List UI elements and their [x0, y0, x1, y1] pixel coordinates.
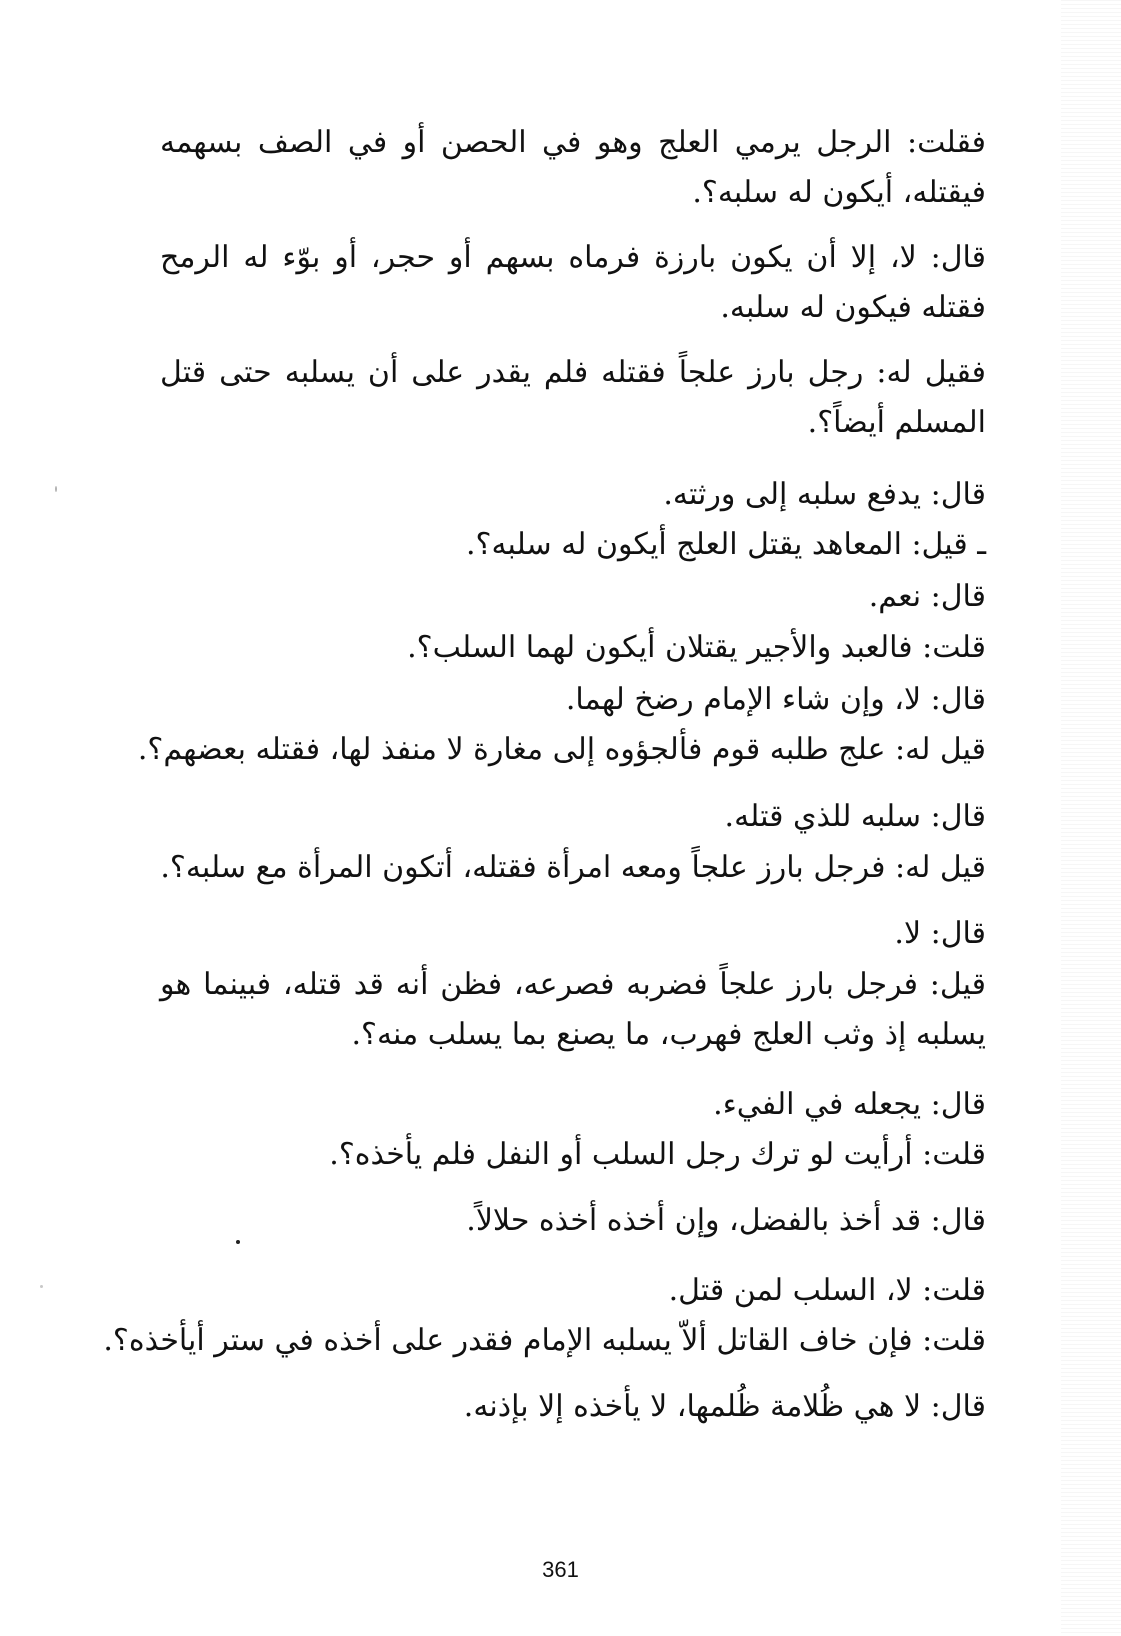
- line-14: قال: يجعله في الفيء.: [713, 1087, 986, 1122]
- line-15: قلت: أرأيت لو ترك رجل السلب أو النفل فلم يأخذه؟.: [329, 1137, 986, 1172]
- ink-speck: [55, 486, 57, 492]
- line-6: قال: نعم.: [868, 579, 986, 614]
- line-4: قال: يدفع سلبه إلى ورثته.: [663, 477, 986, 512]
- line-7: قلت: فالعبد والأجير يقتلان أيكون لهما السلب؟.: [407, 630, 986, 665]
- line-16: قال: قد أخذ بالفضل، وإن أخذه أخذه حلالاً.: [466, 1203, 986, 1238]
- page-number: 361: [542, 1557, 579, 1582]
- line-9: قيل له: علج طلبه قوم فألجؤوه إلى مغارة لا منفذ لها، فقتله بعضهم؟.: [137, 732, 986, 767]
- paragraph-3: فقيل له: رجل بارز علجاً فقتله فلم يقدر على أن يسلبه حتى قتل المسلم أيضاً؟.: [160, 355, 986, 440]
- line-18: قلت: فإن خاف القاتل ألاّ يسلبه الإمام فقدر على أخذه في ستر أيأخذه؟.: [103, 1323, 986, 1358]
- paragraph-13: قيل: فرجل بارز علجاً فضربه فصرعه، فظن أنه قد قتله، فبينما هو يسلبه إذ وثب العلج فهرب، ما يصنع بما يسلب منه؟.: [160, 967, 986, 1052]
- line-17: قلت: لا، السلب لمن قتل.: [668, 1273, 986, 1308]
- paragraph-2: قال: لا، إلا أن يكون بارزة فرماه بسهم أو حجر، أو بوّء له الرمح فقتله فيكون له سلبه.: [160, 240, 986, 325]
- line-8: قال: لا، وإن شاء الإمام رضخ لهما.: [565, 682, 986, 717]
- paragraph-1: فقلت: الرجل يرمي العلج وهو في الحصن أو في الصف بسهمه فيقتله، أيكون له سلبه؟.: [160, 125, 986, 210]
- line-10: قال: سلبه للذي قتله.: [724, 799, 986, 834]
- line-12: قال: لا.: [894, 916, 986, 951]
- line-11: قيل له: فرجل بارز علجاً ومعه امرأة فقتله، أتكون المرأة مع سلبه؟.: [160, 850, 986, 885]
- ink-speck: [40, 1285, 43, 1288]
- line-19: قال: لا هي ظُلامة ظُلمها، لا يأخذه إلا بإذنه.: [463, 1389, 986, 1424]
- scan-edge-texture: [1061, 0, 1121, 1636]
- line-5: ـ قيل: المعاهد يقتل العلج أيكون له سلبه؟.: [466, 527, 986, 562]
